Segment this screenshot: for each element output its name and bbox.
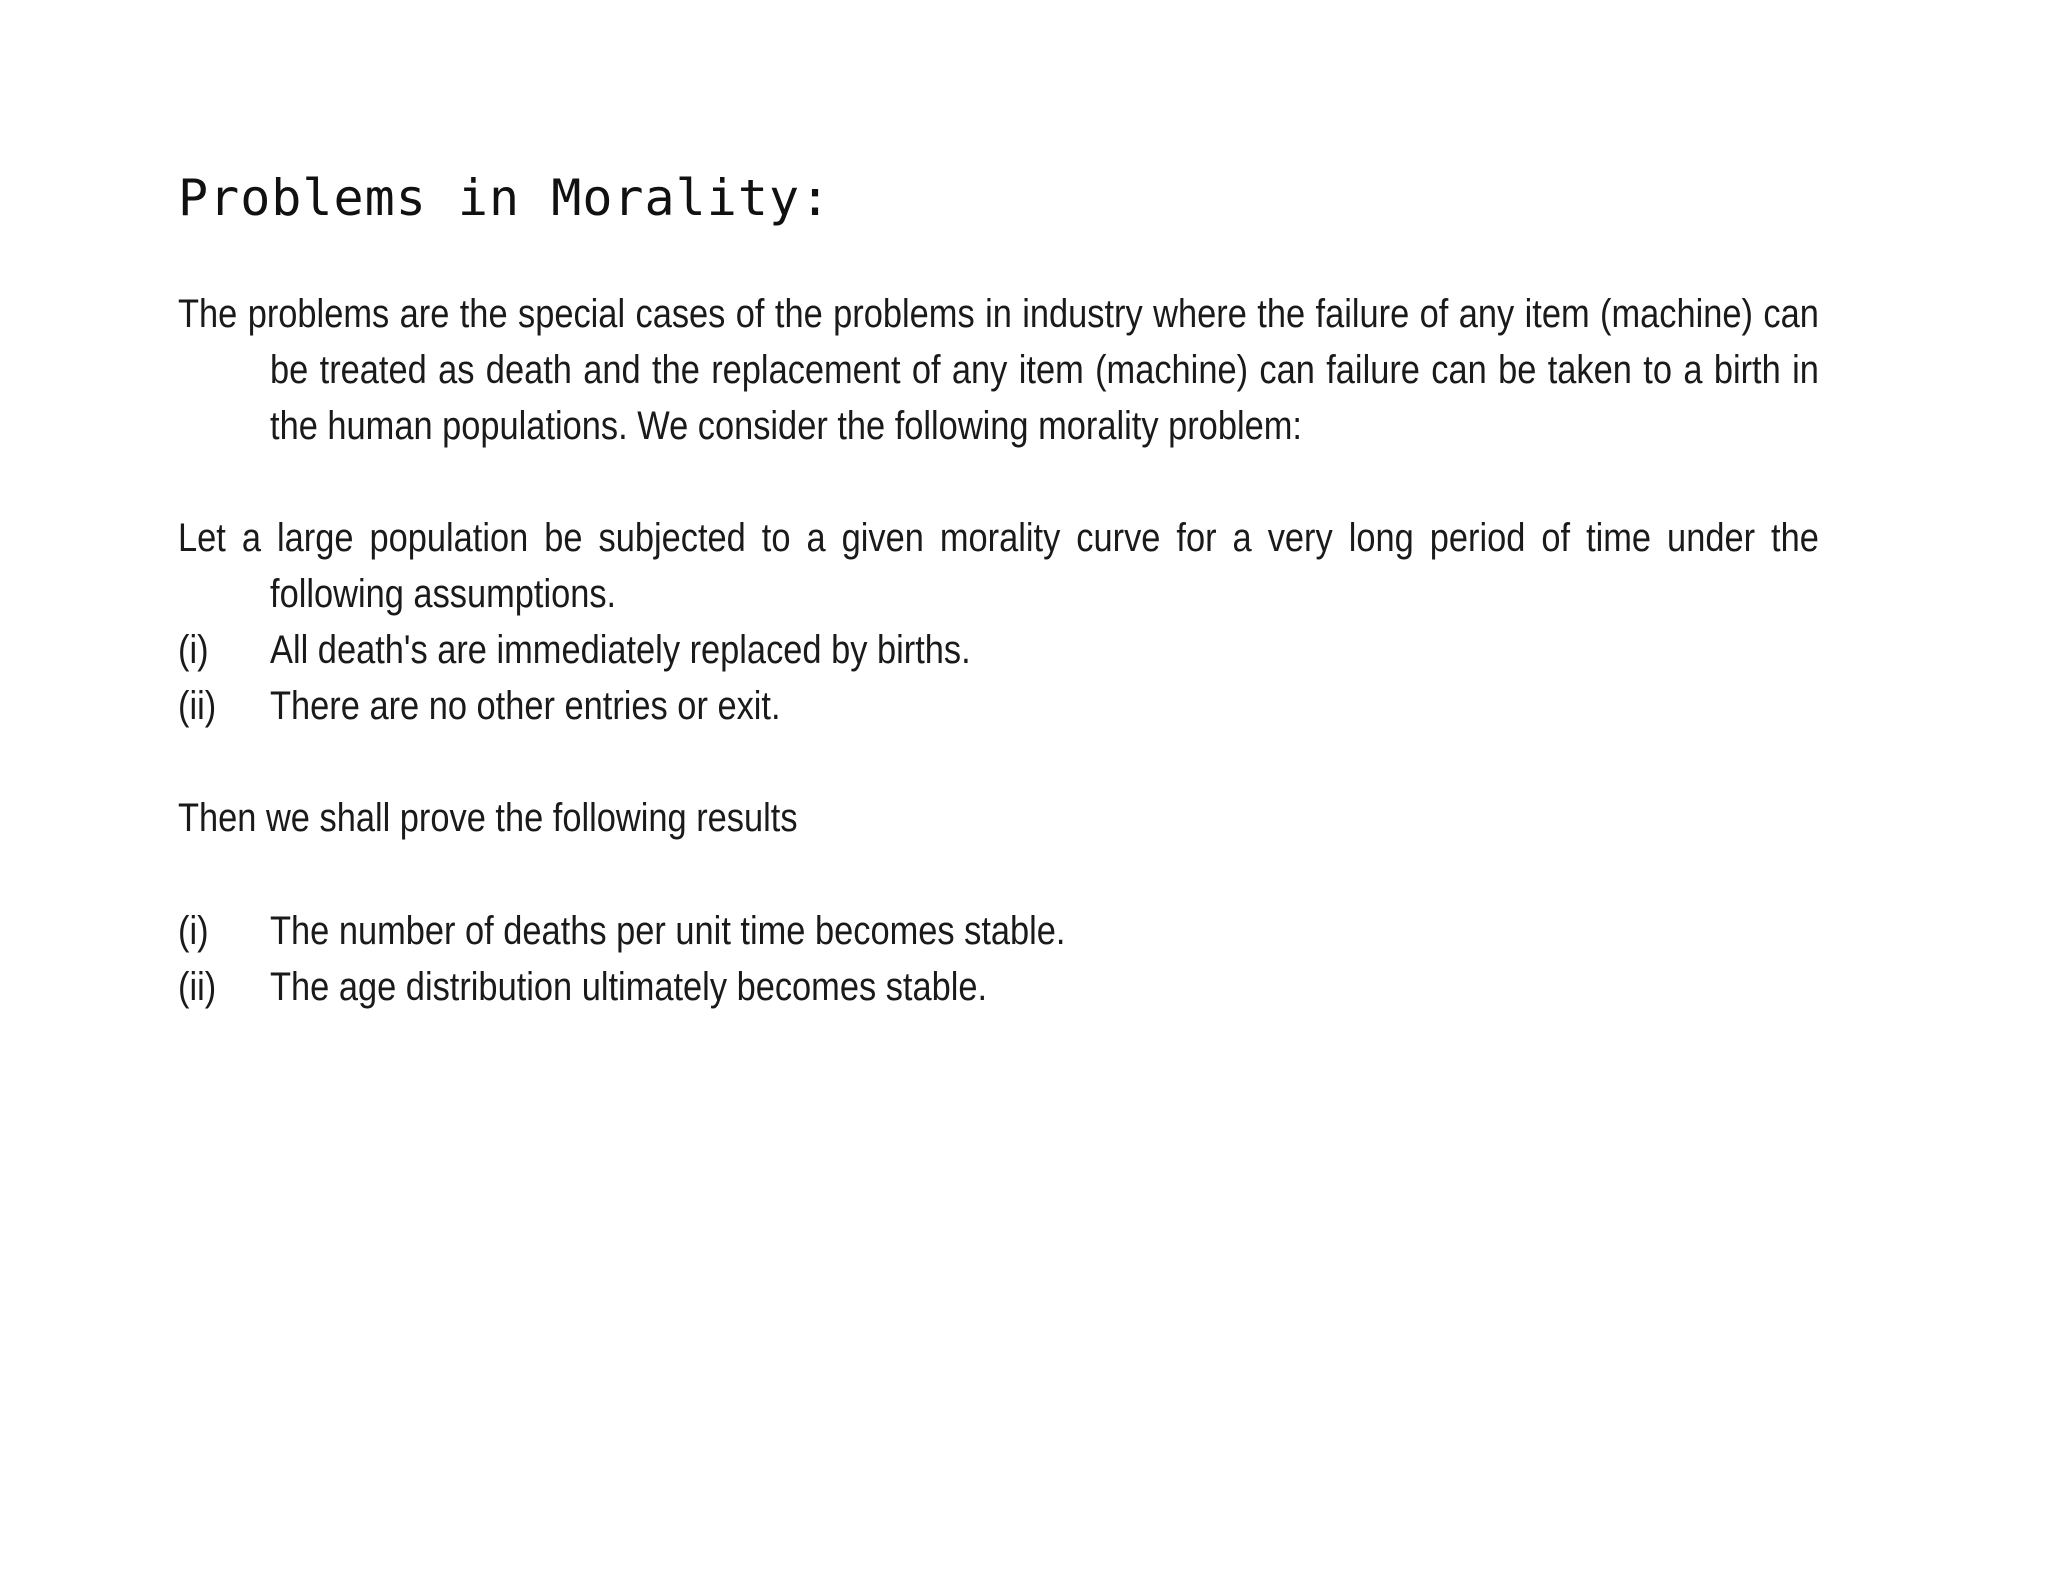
assumption-number: (ii) <box>178 684 217 728</box>
assumption-text: There are no other entries or exit. <box>270 684 781 728</box>
result-item <box>178 959 987 1015</box>
result-text: The number of deaths per unit time becomes stable. <box>270 909 1066 953</box>
result-number: (ii) <box>178 965 217 1009</box>
assumption-number: (i) <box>178 628 209 672</box>
assumption-item <box>178 622 971 678</box>
assumption-item <box>178 678 781 734</box>
intro-paragraph: The problems are the special cases of the problems in industry where the failure of any item (machine) can be treated as death and the replacement of any item (machine) can failure can be taken to a birth in the human populations. We consider the following morality problem: <box>178 292 1819 448</box>
result-text: The age distribution ultimately becomes stable. <box>270 965 988 1009</box>
page-title: Problems in Morality: <box>178 169 832 227</box>
results-intro: Then we shall prove the following results <box>178 796 798 840</box>
assumption-text: All death's are immediately replaced by births. <box>270 628 971 672</box>
result-item <box>178 903 1065 959</box>
population-paragraph: Let a large population be subjected to a given morality curve for a very long period of time under the following assumptions. <box>178 516 1819 616</box>
result-number: (i) <box>178 909 209 953</box>
